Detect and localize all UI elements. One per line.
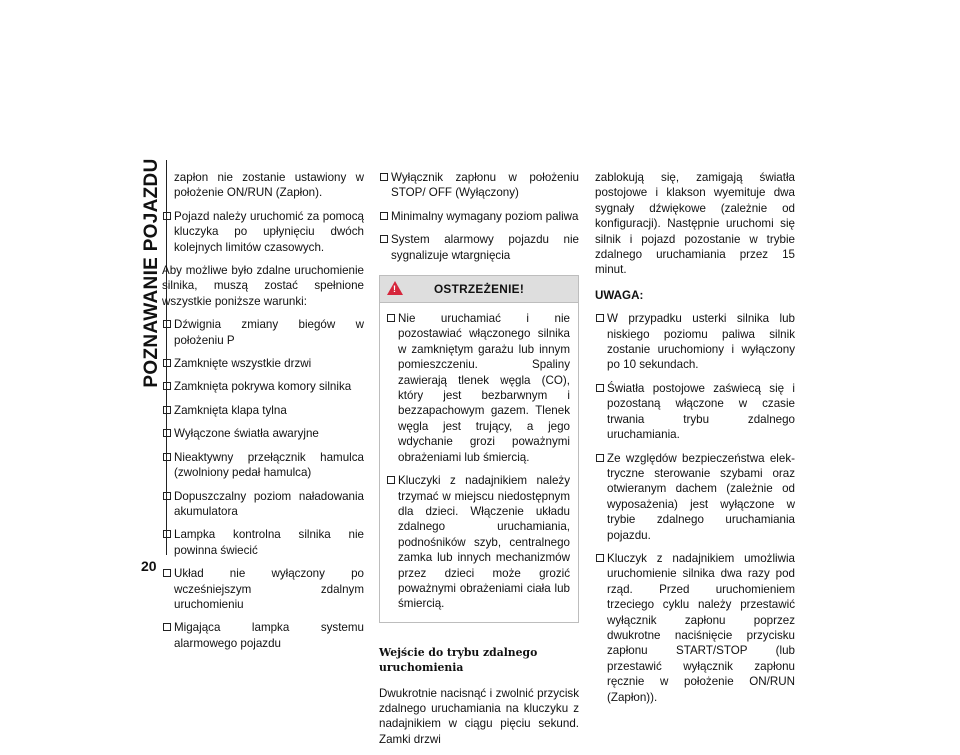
checkbox-bullet-icon <box>163 530 171 538</box>
list-item: Nieaktywny przełącznik hamulca (zwolniony pedał hamulca) <box>162 450 364 481</box>
list-item: System alarmowy pojazdu nie sygnalizuje wtargnięcia <box>379 232 579 263</box>
section-label-text: POZNAWANIE POJAZDU <box>141 158 162 388</box>
checkbox-bullet-icon <box>387 314 395 322</box>
body-paragraph: zablokują się, zamigają światła postojowe i klakson wyemituje dwa sygnały dźwiękowe (zależnie od konfiguracji). Następnie uruchomi się silnik i pojazd pozostanie w trybie zdalnego uruchamiania przez 15 minut. <box>595 171 795 277</box>
list-item: Dźwignia zmiany biegów w położeniu P <box>162 317 364 348</box>
warning-box <box>379 275 579 623</box>
body-paragraph: Dwukrotnie nacisnąć i zwolnić przycisk zdalnego uruchamiania na kluczyku z nadajnikiem w ciągu pięciu sekund. Zamki drzwi <box>379 686 579 746</box>
list-item: Pojazd należy uruchomić za pomocą kluczyka po upłynięciu dwóch kolejnych limitów czasowych. <box>162 209 364 255</box>
list-item: Dopuszczalny poziom naładowania akumulatora <box>162 489 364 520</box>
checkbox-bullet-icon <box>596 314 604 322</box>
checkbox-bullet-icon <box>596 384 604 392</box>
section-heading: Wejście do trybu zdalnego uruchomienia <box>379 645 538 675</box>
checkbox-bullet-icon <box>163 569 171 577</box>
checkbox-bullet-icon <box>380 173 388 181</box>
page-number: 20 <box>141 558 157 574</box>
list-item: Światła postojowe zaświecą się i pozostaną włączone w czasie trwania trybu zdalnego uruchamiania. <box>595 381 795 443</box>
checkbox-bullet-icon <box>380 235 388 243</box>
checkbox-bullet-icon <box>387 476 395 484</box>
warning-title: OSTRZEŻENIE! <box>433 282 525 297</box>
list-item: Wyłączone światła awaryjne <box>162 426 364 441</box>
column-1 <box>162 170 364 659</box>
list-item: Zamknięte wszystkie drzwi <box>162 356 364 371</box>
list-item: Wyłącznik zapłonu w położeniu STOP/ OFF (Wyłączony) <box>379 170 579 201</box>
checkbox-bullet-icon <box>380 212 388 220</box>
checkbox-bullet-icon <box>596 454 604 462</box>
list-item: Migająca lampka systemu alarmowego pojazdu <box>162 620 364 651</box>
checkbox-bullet-icon <box>596 554 604 562</box>
list-item: Minimalny wymagany poziom paliwa <box>379 209 579 224</box>
checkbox-bullet-icon <box>163 453 171 461</box>
checkbox-bullet-icon <box>163 623 171 631</box>
conditions-intro: Aby możliwe było zdalne uruchomienie silnika, muszą zostać spełnione wszystkie poniższe warunki: <box>162 264 364 308</box>
list-item: Ze względów bezpieczeństwa elektryczne sterowanie szybami oraz otwieranym dachem (zależnie od wyposażenia) jest wyłączone w trybie zdalnego uruchamiania pojazdu. <box>595 451 795 543</box>
checkbox-bullet-icon <box>163 212 171 220</box>
list-item: Kluczyki z nadajnikiem należy trzymać w miejscu niedostępnym dla dzieci. Włączenie układu zdalnego uruchamiania, podnośników szyb, centralnego zamka lub innych mechanizmów przez dzieci może grozić poważnymi obrażeniami ciała lub śmiercią. <box>386 473 570 612</box>
checkbox-bullet-icon <box>163 320 171 328</box>
list-item: Układ nie wyłączony po wcześniejszym zdalnym uruchomieniu <box>162 566 364 612</box>
continued-text: zapłon nie zostanie ustawiony w położenie ON/RUN (Zapłon). <box>174 171 364 200</box>
warning-header <box>380 276 578 303</box>
column-2 <box>379 170 579 755</box>
checkbox-bullet-icon <box>163 492 171 500</box>
list-item: Lampka kontrolna silnika nie powinna świecić <box>162 527 364 558</box>
list-item: Zamknięta pokrywa komory silnika <box>162 379 364 394</box>
list-item: Zamknięta klapa tylna <box>162 403 364 418</box>
note-heading: UWAGA: <box>595 288 644 302</box>
column-3 <box>595 170 795 713</box>
warning-body <box>380 303 578 622</box>
warning-triangle-icon: ! <box>387 281 403 295</box>
list-item: Nie uruchamiać i nie pozostawiać włączonego silnika w zamkniętym garażu lub innym pomieszczeniu. Spaliny zawierają tlenek węgla (CO), który jest bezbarwnym i bezzapachowym gazem. Tlenek węgla jest trujący, a jego wdychanie grozi poważnymi obrażeniami lub śmiercią. <box>386 311 570 465</box>
checkbox-bullet-icon <box>163 429 171 437</box>
checkbox-bullet-icon <box>163 382 171 390</box>
checkbox-bullet-icon <box>163 406 171 414</box>
checkbox-bullet-icon <box>163 359 171 367</box>
list-item: W przypadku usterki silnika lub niskiego poziomu paliwa silnik zostanie uruchomiony i wyłączony po 10 sekundach. <box>595 311 795 373</box>
list-item: Kluczyk z nadajnikiem umożliwia uruchomienie silnika dwa razy pod rząd. Przed uruchomieniem trzeciego cyklu należy przestawić wyłącznik zapłonu poprzez dwukrotne naciśnięcie przycisku zapłonu START/STOP (lub przestawić wyłącznik zapłonu ręcznie w położenie ON/RUN (Zapłon)). <box>595 551 795 705</box>
